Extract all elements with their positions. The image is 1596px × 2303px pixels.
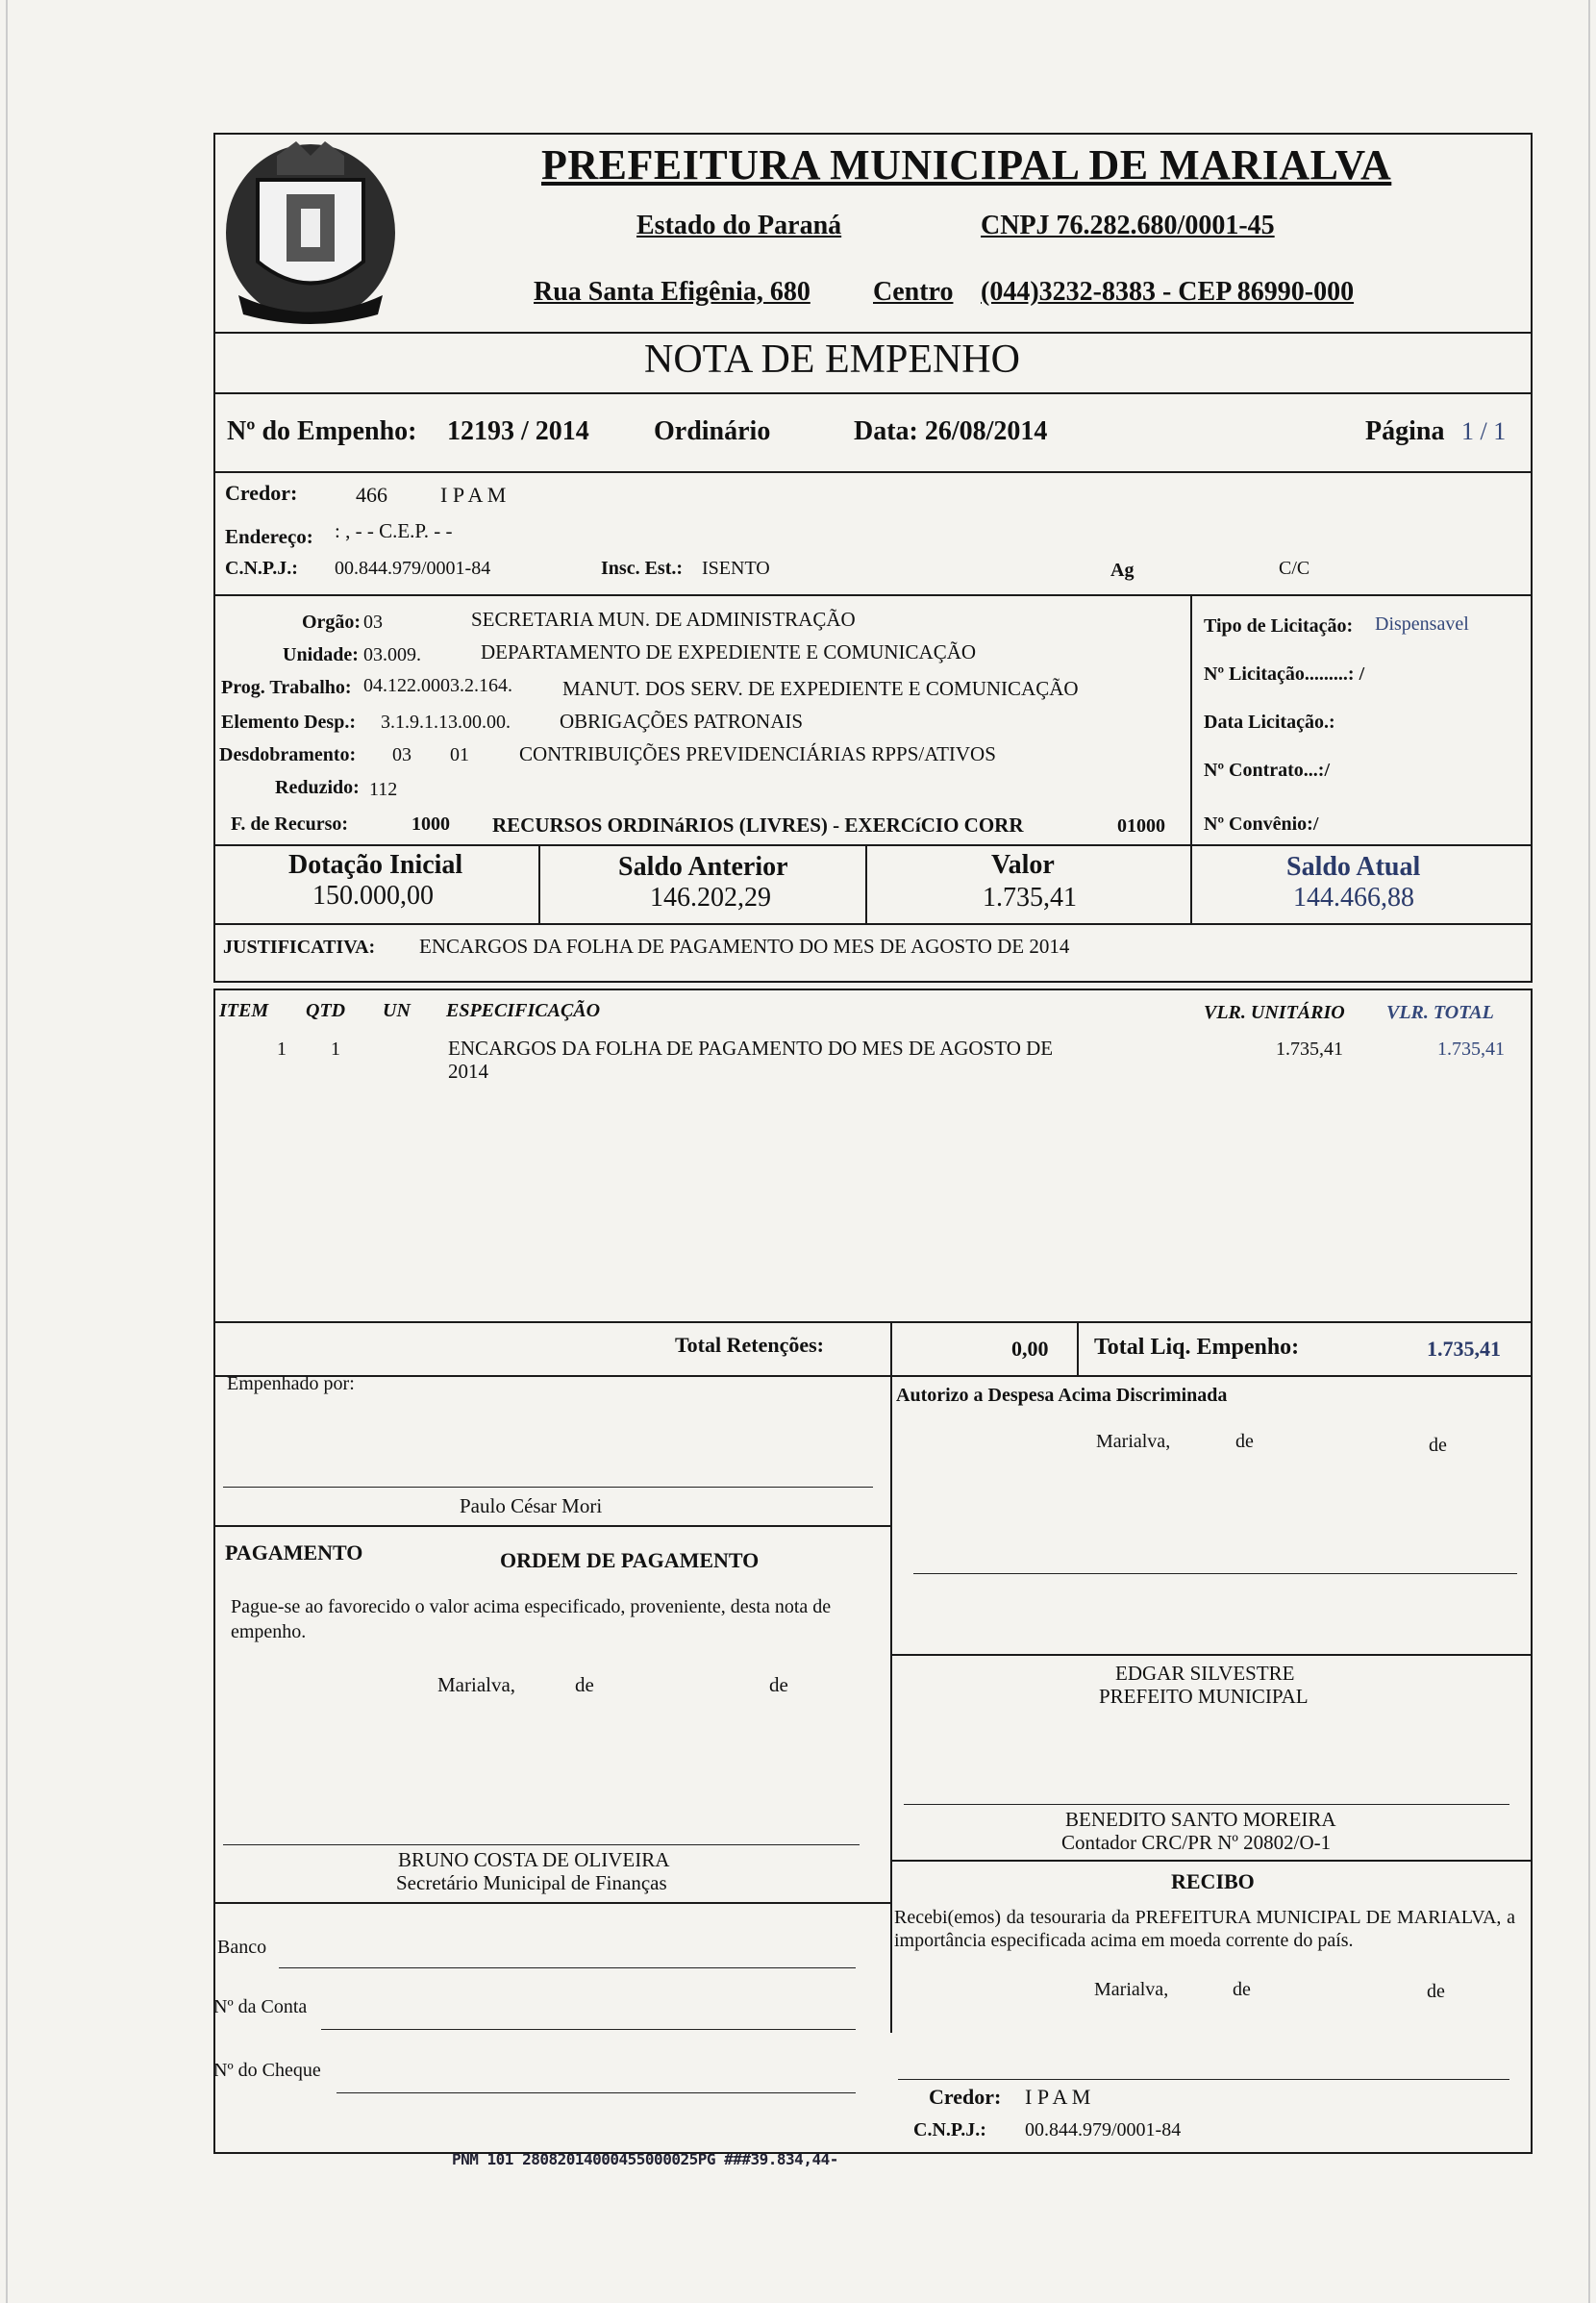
- insc-value: ISENTO: [702, 558, 770, 579]
- document-title: NOTA DE EMPENHO: [644, 338, 1020, 382]
- desdob-label: Desdobramento:: [219, 744, 357, 765]
- saldo-anterior-label: Saldo Anterior: [618, 852, 788, 882]
- conta-line: [321, 2029, 856, 2030]
- recibo-place: Marialva,: [1094, 1979, 1169, 2000]
- liquido-value: 1.735,41: [1427, 1337, 1501, 1361]
- cc-label: C/C: [1279, 558, 1310, 579]
- row-qtd: 1: [331, 1039, 340, 1060]
- col-qtd: QTD: [306, 1000, 346, 1021]
- row-unit: 1.735,41: [1276, 1039, 1343, 1060]
- empenho-date: Data: 26/08/2014: [854, 416, 1048, 446]
- empenhado-label: Empenhado por:: [227, 1373, 355, 1394]
- signature-line: [904, 1804, 1509, 1805]
- secretario-role: Secretário Municipal de Finanças: [396, 1871, 667, 1894]
- saldo-atual-label: Saldo Atual: [1286, 852, 1421, 882]
- valor-value: 1.735,41: [983, 883, 1077, 913]
- row-spec-line1: ENCARGOS DA FOLHA DE PAGAMENTO DO MES DE AGOSTO DE: [448, 1037, 1054, 1060]
- recibo-cnpj-label: C.N.P.J.:: [913, 2119, 986, 2140]
- credor-label: Credor:: [225, 481, 298, 505]
- empenho-number: 12193 / 2014: [447, 416, 589, 446]
- desdob-b: 01: [450, 744, 469, 765]
- autorizo-text: Autorizo a Despesa Acima Discriminada: [896, 1385, 1228, 1406]
- col-spec: ESPECIFICAÇÃO: [446, 1000, 601, 1021]
- prog-code: 04.122.0003.2.164.: [363, 675, 512, 696]
- pagamento-de-1: de: [575, 1673, 594, 1696]
- saldo-atual-value: 144.466,88: [1293, 883, 1414, 913]
- cheque-label: Nº do Cheque: [213, 2060, 321, 2081]
- liquido-label: Total Liq. Empenho:: [1094, 1335, 1300, 1360]
- recurso-code: 1000: [411, 814, 450, 835]
- licitacao-data: Data Licitação.:: [1204, 712, 1335, 733]
- cnpj-header: CNPJ 76.282.680/0001-45: [981, 211, 1275, 240]
- recibo-de-1: de: [1233, 1979, 1251, 2000]
- recibo-credor: I P A M: [1025, 2085, 1091, 2109]
- divider: [213, 1525, 892, 1527]
- banco-label: Banco: [217, 1937, 267, 1958]
- pagamento-text: Pague-se ao favorecido o valor acima especificado, proveniente, desta nota de empenho.: [231, 1596, 832, 1642]
- page-label: Página: [1365, 416, 1445, 446]
- pagamento-place: Marialva,: [437, 1673, 516, 1696]
- autorizo-de-1: de: [1235, 1431, 1254, 1452]
- credor-name: I P A M: [440, 483, 507, 507]
- justificativa-label: JUSTIFICATIVA:: [223, 937, 376, 958]
- signature-line: [223, 1844, 860, 1845]
- recurso-code2: 01000: [1117, 815, 1165, 837]
- valor-label: Valor: [991, 850, 1055, 880]
- signature-line: [913, 1573, 1517, 1574]
- banco-line: [279, 1967, 856, 1968]
- lower-frame: [213, 1375, 1533, 2154]
- district: Centro: [873, 277, 954, 307]
- recibo-text: Recebi(emos) da tesouraria da PREFEITURA MUNICIPAL DE MARIALVA, a importância especificada acima em moeda corrente do país.: [894, 1907, 1515, 1951]
- col-un: UN: [383, 1000, 411, 1021]
- orgao-code: 03: [363, 612, 383, 633]
- recibo-title: RECIBO: [1171, 1869, 1255, 1893]
- desdob-a: 03: [392, 744, 411, 765]
- recibo-de-2: de: [1427, 1981, 1445, 2002]
- col-total: VLR. TOTAL: [1386, 1002, 1494, 1023]
- divider: [890, 1654, 1533, 1656]
- divider: [213, 1902, 892, 1904]
- unidade-name: DEPARTAMENTO DE EXPEDIENTE E COMUNICAÇÃO: [481, 640, 977, 663]
- unidade-label: Unidade:: [283, 644, 359, 665]
- licitacao-convenio: Nº Convênio:/: [1204, 814, 1319, 835]
- row-spec-line2: 2014: [448, 1060, 488, 1083]
- row-item: 1: [277, 1039, 287, 1060]
- signature-line: [898, 2079, 1509, 2080]
- dotacao-label: Dotação Inicial: [288, 850, 463, 880]
- licitacao-numero: Nº Licitação.........: /: [1204, 663, 1365, 685]
- reduzido-label: Reduzido:: [275, 777, 360, 798]
- secretario-name: BRUNO COSTA DE OLIVEIRA: [398, 1848, 670, 1871]
- licitacao-tipo: Dispensavel: [1375, 613, 1469, 635]
- cheque-line: [337, 2092, 856, 2093]
- autorizo-de-2: de: [1429, 1435, 1447, 1456]
- licitacao-contrato: Nº Contrato...:/: [1204, 760, 1331, 781]
- signature-line: [223, 1487, 873, 1488]
- phone-cep: (044)3232-8383 - CEP 86990-000: [981, 277, 1355, 307]
- credor-code: 466: [356, 483, 387, 507]
- pagamento-de-2: de: [769, 1673, 788, 1696]
- divider: [890, 1860, 1533, 1862]
- reduzido-value: 112: [369, 779, 398, 800]
- dotacao-value: 150.000,00: [312, 881, 434, 911]
- contador-role: Contador CRC/PR Nº 20802/O-1: [1061, 1831, 1332, 1854]
- col-item: ITEM: [219, 1000, 269, 1021]
- prefeito-role: PREFEITO MUNICIPAL: [1099, 1685, 1309, 1708]
- insc-label: Insc. Est.:: [601, 558, 684, 579]
- orgao-name: SECRETARIA MUN. DE ADMINISTRAÇÃO: [471, 608, 856, 631]
- prog-label: Prog. Trabalho:: [221, 677, 352, 698]
- recibo-credor-label: Credor:: [929, 2085, 1002, 2109]
- street-address: Rua Santa Efigênia, 680: [534, 277, 810, 307]
- retencoes-value: 0,00: [1011, 1337, 1049, 1361]
- page-value: 1 / 1: [1461, 417, 1507, 445]
- elemento-name: OBRIGAÇÕES PATRONAIS: [560, 710, 804, 733]
- footer-code: PNM 101 28082014000455000025PG ###39.834,44-: [452, 2150, 838, 2168]
- retencoes-label: Total Retenções:: [675, 1333, 824, 1357]
- empenho-label: Nº do Empenho:: [227, 416, 417, 446]
- pagamento-label: PAGAMENTO: [225, 1540, 363, 1565]
- licitacao-tipo-label: Tipo de Licitação:: [1204, 615, 1354, 637]
- prefeitura-title: PREFEITURA MUNICIPAL DE MARIALVA: [541, 141, 1392, 188]
- contador-name: BENEDITO SANTO MOREIRA: [1065, 1808, 1336, 1831]
- autorizo-place: Marialva,: [1096, 1431, 1171, 1452]
- row-total: 1.735,41: [1437, 1039, 1505, 1060]
- divider: [1190, 844, 1192, 925]
- cnpj-value: 00.844.979/0001-84: [335, 558, 491, 579]
- col-unit: VLR. UNITÁRIO: [1204, 1002, 1345, 1023]
- divider: [1077, 1321, 1079, 1377]
- prefeito-name: EDGAR SILVESTRE: [1115, 1662, 1295, 1685]
- recurso-name: RECURSOS ORDINáRIOS (LIVRES) - EXERCíCIO CORR: [492, 814, 1024, 837]
- justificativa-text: ENCARGOS DA FOLHA DE PAGAMENTO DO MES DE AGOSTO DE 2014: [419, 935, 1070, 958]
- desdob-name: CONTRIBUIÇÕES PREVIDENCIÁRIAS RPPS/ATIVOS: [519, 742, 996, 765]
- elemento-label: Elemento Desp.:: [221, 712, 356, 733]
- unidade-code: 03.009.: [363, 644, 421, 665]
- summary-box: [213, 1321, 1533, 1377]
- ag-label: Ag: [1110, 560, 1135, 581]
- orgao-label: Orgão:: [302, 612, 362, 633]
- saldo-anterior-value: 146.202,29: [650, 883, 771, 913]
- coat-of-arms-logo: [219, 137, 402, 329]
- prog-name: MANUT. DOS SERV. DE EXPEDIENTE E COMUNICAÇÃO: [562, 677, 1079, 700]
- address-value: : , - - C.E.P. - -: [335, 519, 453, 542]
- address-label: Endereço:: [225, 525, 313, 548]
- empenhado-name: Paulo César Mori: [460, 1494, 603, 1517]
- recibo-cnpj: 00.844.979/0001-84: [1025, 2119, 1182, 2140]
- elemento-code: 3.1.9.1.13.00.00.: [381, 712, 511, 733]
- budget-divider: [1190, 594, 1192, 846]
- divider: [213, 332, 1533, 334]
- divider: [865, 844, 867, 925]
- cnpj-label: C.N.P.J.:: [225, 558, 298, 579]
- divider: [538, 844, 540, 925]
- state-name: Estado do Paraná: [636, 211, 842, 240]
- ordem-label: ORDEM DE PAGAMENTO: [500, 1548, 760, 1572]
- empenho-type: Ordinário: [654, 416, 771, 446]
- recurso-label: F. de Recurso:: [231, 814, 349, 835]
- conta-label: Nº da Conta: [213, 1996, 308, 2017]
